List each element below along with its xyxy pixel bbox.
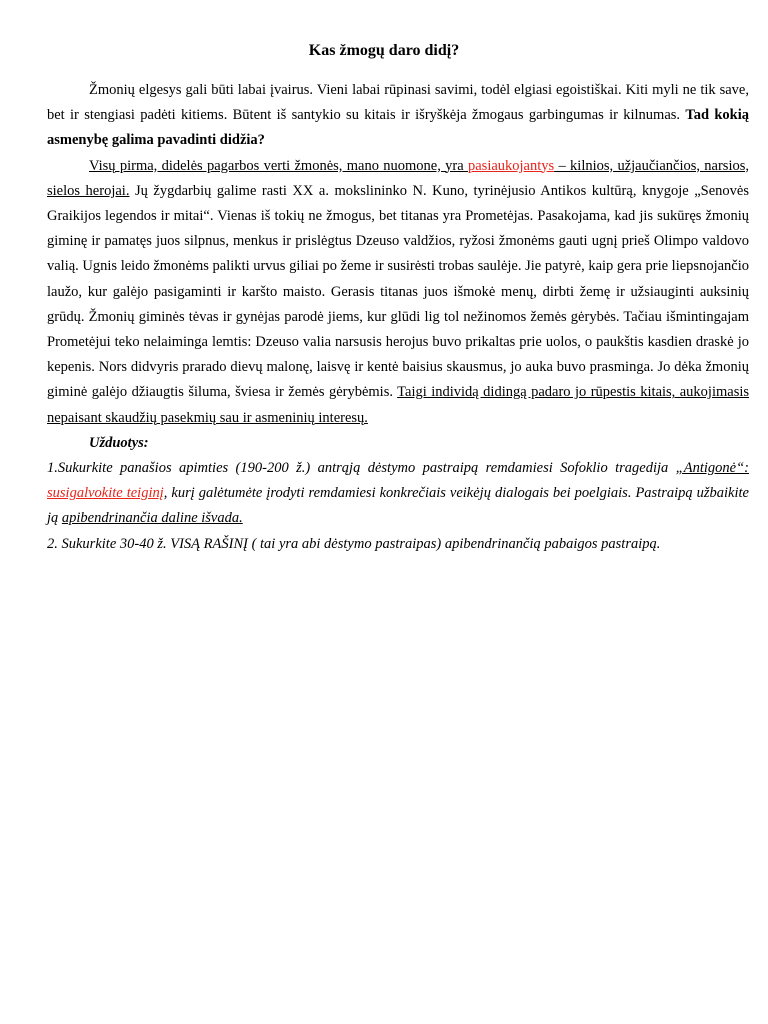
task-1-antigone: „Antigonė“: [675, 460, 749, 477]
body-claim-start: Visų pirma, didelės pagarbos verti žmonės, mano nuomone, yra [89, 157, 468, 174]
intro-text: Žmonių elgesys gali būti labai įvairus. Vieni labai rūpinasi savimi, todėl elgiasi egoistiškai. Kiti myli ne tik save, bet ir stengiasi padėti kitiems. Būtent iš santykio su kitais ir išryškėja žmogaus garbingumas ir kilnumas. [47, 82, 749, 124]
task-1 [47, 456, 749, 532]
task-2: 2. Sukurkite 30-40 ž. VISĄ RAŠINĮ ( tai yra abi dėstymo pastraipas) apibendrinančią pabaigos pastraipą. [47, 535, 661, 552]
intro-paragraph [47, 78, 749, 154]
task-1-underlined: apibendrinančia daline išvada. [61, 510, 243, 527]
task-1-text: 1.Sukurkite panašios apimties (190-200 ž.) antrąją dėstymo pastraipą remdamiesi Sofoklio tragedija [47, 460, 676, 477]
task-1-text-2: , kurį galėtumėte įrodyti remdamiesi konkrečiais veikėjų dialogais bei poelgiais. Pastraipą užbaikite ją [47, 485, 749, 527]
body-text: Jų žygdarbių galime rasti XX a. mokslininko N. Kuno, tyrinėjusio Antikos kultūrą, knygoje „Senovės Graikijos legendos ir mitai“. Vienas iš tokių ne žmogus, bet titanas yra Prometėjas. Pasakojama, kad jis sukūręs žmonių giminę ir pamatęs juos silpnus, menkus ir prislėgtus Dzeuso valdžios, ryžosi žmonėms gauti ugnį prieš Olimpo valdovo valią. Ugnis leido žmonėms palikti urvus giliai po žeme ir susirėsti trobas saulėje. Jie patyrė, kaip gera prie liepsnojančio laužo, kur galėjo pasigaminti ir karšto maisto. Gerasis titanas juos išmokė menų, dirbti žemę ir užsiauginti auksinių grūdų. Žmonių giminės tėvas ir gynėjas parodė jiems, kur glūdi lig tol nežinomos žemės gėrybės. Tačiau išmintingajam Prometėjui teko nelaiminga lemtis: Dzeuso valia narsusis herojus buvo prikaltas prie uolos, o paukštis kasdien draskė jo kepenis. Nors didvyris prarado dievų malonę, laisvę ir kentė baisius skausmus, jo auka buvo prasminga. Jo dėka žmonių giminė galėjo džiaugtis šiluma, šviesa ir žemės gėrybėmis. [47, 182, 749, 401]
document-title: Kas žmogų daro didį? [308, 42, 460, 59]
body-conclusion: Taigi individą didingą padaro jo rūpestis kitais, aukojimasis nepaisant skaudžių pasekmių sau ir asmeninių interesų. [47, 384, 750, 426]
tasks-heading: Užduotys: [89, 434, 149, 451]
intro-question: Tad kokią asmenybę galima pavadinti didžia? [47, 107, 749, 149]
body-paragraph [47, 154, 749, 431]
task-1-highlight: susigalvokite teiginį [47, 485, 164, 502]
highlighted-word: pasiaukojantys [467, 157, 555, 174]
body-claim-end: – kilnios, užjaučiančios, narsios, sielos herojai. [47, 157, 749, 199]
document-body [47, 78, 749, 557]
